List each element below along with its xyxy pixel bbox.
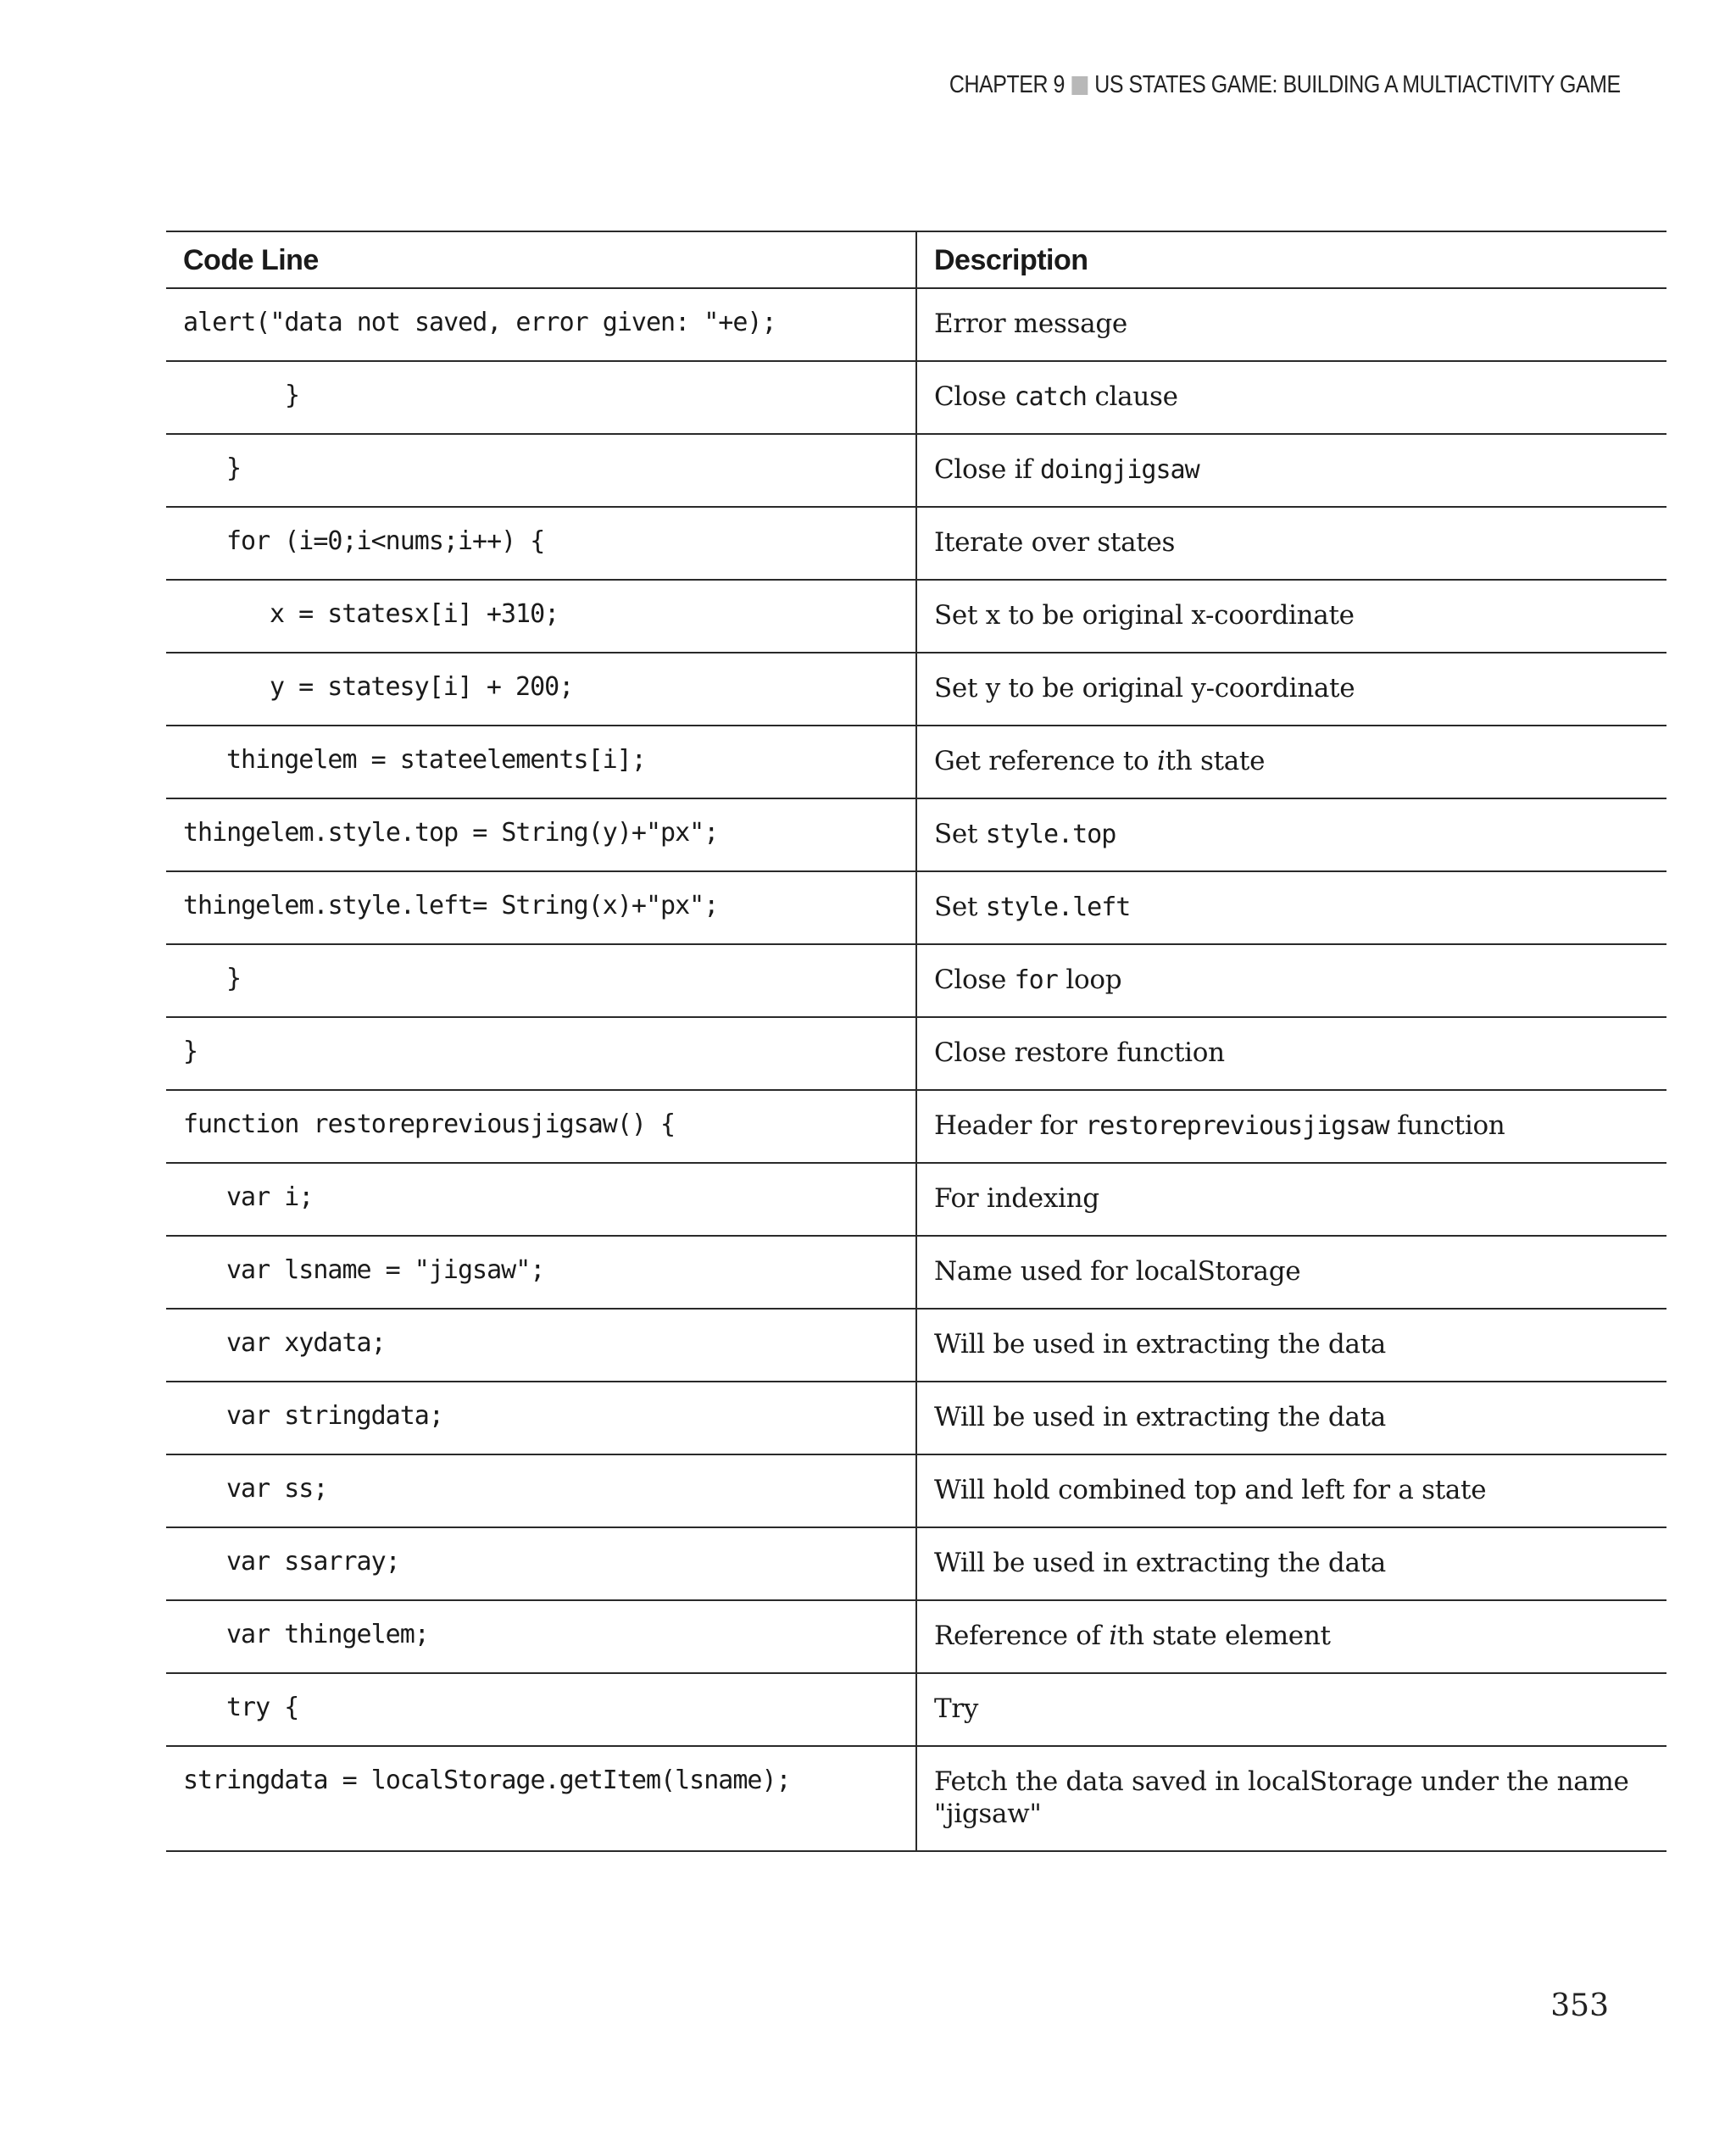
description-cell: For indexing bbox=[916, 1163, 1666, 1236]
code-cell: var lsname = "jigsaw"; bbox=[166, 1236, 916, 1309]
description-code-term: doingjigsaw bbox=[1039, 455, 1199, 485]
description-cell: Set x to be original x-coordinate bbox=[916, 580, 1666, 653]
description-text: Set bbox=[934, 819, 986, 849]
description-cell bbox=[916, 1600, 1666, 1673]
description-cell bbox=[916, 361, 1666, 434]
code-cell: var xydata; bbox=[166, 1309, 916, 1382]
table-row bbox=[166, 798, 1666, 871]
table-header-row bbox=[166, 231, 1666, 288]
separator-square-icon bbox=[1072, 76, 1088, 95]
code-cell: alert("data not saved, error given: "+e); bbox=[166, 288, 916, 361]
description-cell: Will be used in extracting the data bbox=[916, 1527, 1666, 1600]
description-text: th state bbox=[1165, 746, 1266, 776]
description-italic: i bbox=[1156, 746, 1166, 776]
table-row bbox=[166, 1236, 1666, 1309]
description-text: Reference of bbox=[934, 1621, 1110, 1651]
table-row bbox=[166, 1309, 1666, 1382]
description-text: loop bbox=[1057, 965, 1122, 995]
table-row bbox=[166, 1673, 1666, 1746]
code-cell: thingelem = stateelements[i]; bbox=[166, 726, 916, 798]
description-code-term: style.left bbox=[985, 893, 1131, 922]
page-number: 353 bbox=[1550, 1988, 1609, 2023]
table-row bbox=[166, 944, 1666, 1017]
table-row bbox=[166, 726, 1666, 798]
description-text: function bbox=[1388, 1110, 1505, 1141]
code-cell: var thingelem; bbox=[166, 1600, 916, 1673]
code-cell: var ss; bbox=[166, 1454, 916, 1527]
code-cell: var stringdata; bbox=[166, 1382, 916, 1454]
description-cell: Close restore function bbox=[916, 1017, 1666, 1090]
description-text: Get reference to bbox=[934, 746, 1157, 776]
description-text: th state element bbox=[1116, 1621, 1331, 1651]
description-cell: Name used for localStorage bbox=[916, 1236, 1666, 1309]
table-row bbox=[166, 1163, 1666, 1236]
code-cell: thingelem.style.left= String(x)+"px"; bbox=[166, 871, 916, 944]
code-cell: } bbox=[166, 944, 916, 1017]
running-header bbox=[949, 71, 1621, 99]
table-row bbox=[166, 580, 1666, 653]
table-row bbox=[166, 288, 1666, 361]
description-cell bbox=[916, 1090, 1666, 1163]
code-cell: } bbox=[166, 361, 916, 434]
code-cell: y = statesy[i] + 200; bbox=[166, 653, 916, 726]
code-cell: for (i=0;i<nums;i++) { bbox=[166, 507, 916, 580]
description-cell: Error message bbox=[916, 288, 1666, 361]
description-cell: Will be used in extracting the data bbox=[916, 1309, 1666, 1382]
description-text: Header for bbox=[934, 1110, 1086, 1141]
description-text: Close if bbox=[934, 454, 1040, 485]
description-cell bbox=[916, 798, 1666, 871]
code-cell: } bbox=[166, 1017, 916, 1090]
table-row bbox=[166, 653, 1666, 726]
description-cell bbox=[916, 871, 1666, 944]
table-row bbox=[166, 871, 1666, 944]
description-cell bbox=[916, 944, 1666, 1017]
column-header-description: Description bbox=[916, 231, 1666, 288]
chapter-label: CHAPTER 9 bbox=[949, 71, 1066, 98]
table-row bbox=[166, 507, 1666, 580]
description-text: clause bbox=[1086, 381, 1178, 412]
code-cell: } bbox=[166, 434, 916, 507]
table-row bbox=[166, 1527, 1666, 1600]
code-cell: thingelem.style.top = String(y)+"px"; bbox=[166, 798, 916, 871]
description-italic: i bbox=[1109, 1621, 1117, 1651]
description-cell: Fetch the data saved in localStorage under the name "jigsaw" bbox=[916, 1746, 1666, 1851]
table-row bbox=[166, 361, 1666, 434]
table-row bbox=[166, 1600, 1666, 1673]
description-cell bbox=[916, 434, 1666, 507]
chapter-title: US STATES GAME: BUILDING A MULTIACTIVITY GAME bbox=[1094, 71, 1621, 98]
code-cell: x = statesx[i] +310; bbox=[166, 580, 916, 653]
code-description-table bbox=[166, 231, 1666, 1852]
table-row bbox=[166, 1017, 1666, 1090]
description-code-term: for bbox=[1014, 965, 1058, 995]
table-row bbox=[166, 434, 1666, 507]
description-code-term: restorepreviousjigsaw bbox=[1085, 1111, 1389, 1141]
code-cell: function restorepreviousjigsaw() { bbox=[166, 1090, 916, 1163]
table-row bbox=[166, 1382, 1666, 1454]
description-code-term: style.top bbox=[985, 820, 1116, 849]
code-cell: try { bbox=[166, 1673, 916, 1746]
description-cell: Iterate over states bbox=[916, 507, 1666, 580]
description-text: Set bbox=[934, 892, 986, 922]
table-row bbox=[166, 1746, 1666, 1851]
code-cell: var ssarray; bbox=[166, 1527, 916, 1600]
description-cell: Will hold combined top and left for a state bbox=[916, 1454, 1666, 1527]
description-cell: Try bbox=[916, 1673, 1666, 1746]
code-cell: var i; bbox=[166, 1163, 916, 1236]
table-row bbox=[166, 1454, 1666, 1527]
description-cell bbox=[916, 726, 1666, 798]
description-text: Close bbox=[934, 965, 1015, 995]
description-text: Close bbox=[934, 381, 1015, 412]
description-code-term: catch bbox=[1014, 382, 1087, 412]
code-cell: stringdata = localStorage.getItem(lsname); bbox=[166, 1746, 916, 1851]
description-cell: Set y to be original y-coordinate bbox=[916, 653, 1666, 726]
column-header-code: Code Line bbox=[166, 231, 916, 288]
table-row bbox=[166, 1090, 1666, 1163]
description-cell: Will be used in extracting the data bbox=[916, 1382, 1666, 1454]
